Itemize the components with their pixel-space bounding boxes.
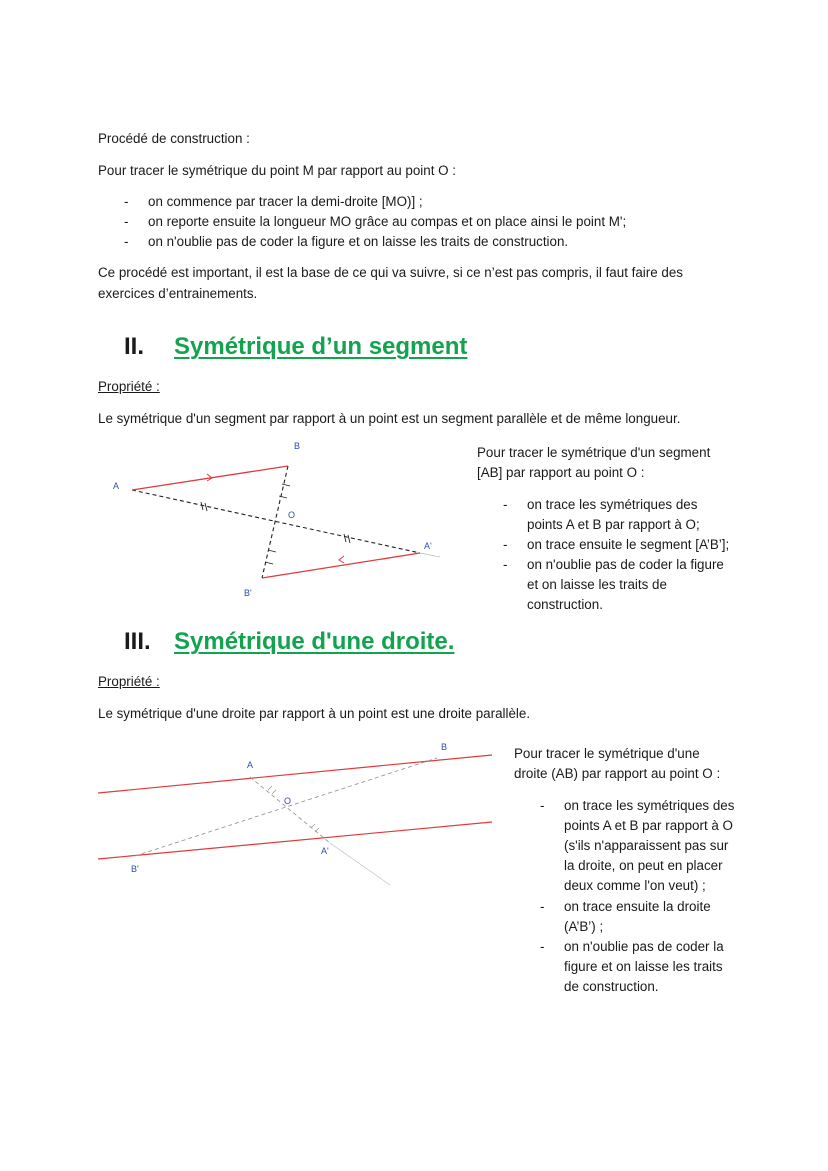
- section-3-step-1-line-3: (s'ils n'apparaissent pas sur: [564, 838, 729, 853]
- point-label-A: A: [247, 760, 254, 770]
- line-A2B2: [98, 822, 492, 859]
- section-3-step-1-line-4: la droite, on peut en placer: [564, 858, 723, 873]
- point-label-O: O: [288, 510, 296, 520]
- section-3-title: Symétrique d'une droite.: [174, 628, 455, 655]
- section-3-step-3-line-3: de construction.: [564, 979, 659, 994]
- section-2-property-label: Propriété :: [98, 379, 160, 394]
- section-3-step-2-line-1: on trace ensuite la droite: [564, 899, 711, 914]
- procedure-lead: Pour tracer le symétrique du point M par rapport au point O :: [98, 163, 457, 178]
- section-2-title: Symétrique d’un segment: [174, 333, 468, 360]
- bullet-dash: -: [503, 537, 508, 552]
- section-3-step-3-line-1: on n'oublie pas de coder la: [564, 939, 724, 954]
- section-3-heading: [124, 627, 454, 657]
- segment-extension: [420, 553, 440, 557]
- section-3-step-3-line-2: figure et on laisse les traits: [564, 959, 723, 974]
- section-3-step-2-line-2: (A’B’) ;: [564, 919, 604, 934]
- section-2-number: II.: [124, 333, 145, 360]
- point-label-A: A: [113, 481, 120, 491]
- line-AB: [98, 755, 492, 793]
- segment-A2B2: [262, 553, 420, 578]
- section-2-step-2-line-1: on trace ensuite le segment [A’B’];: [527, 537, 730, 552]
- section-2-lead-2: [AB] par rapport au point O :: [477, 465, 645, 480]
- bullet-dash: -: [124, 194, 129, 209]
- construction-line-AA2: [250, 777, 330, 843]
- bullet-dash: -: [540, 899, 545, 914]
- point-label-B-prime: B': [244, 588, 252, 598]
- procedure-step-1: on commence par tracer la demi-droite [MO)] ;: [148, 194, 423, 209]
- bullet-dash: -: [124, 234, 129, 249]
- equal-mark-AO: [201, 502, 207, 511]
- section-3-lead-1: Pour tracer le symétrique d'une: [514, 746, 700, 761]
- point-label-O: O: [284, 796, 292, 806]
- note-line-2: exercices d’entrainements.: [98, 286, 258, 301]
- procedure-step-3: on n'oublie pas de coder la figure et on laisse les traits de construction.: [148, 234, 569, 249]
- section-2-step-3-line-2: et on laisse les traits de: [527, 577, 667, 592]
- section-3-property-label: Propriété :: [98, 674, 160, 689]
- section-2-step-1-line-2: points A et B par rapport à O;: [527, 517, 700, 532]
- parallel-mark-A2B2: [339, 556, 344, 563]
- section-3-step-1-line-2: points A et B par rapport à O: [564, 818, 733, 833]
- bullet-dash: -: [540, 939, 545, 954]
- point-label-B-prime: B': [131, 864, 139, 874]
- section-3-step-1-line-1: on trace les symétriques des: [564, 798, 735, 813]
- section-2-step-1-line-1: on trace les symétriques des: [527, 497, 698, 512]
- construction-line-BB2: [262, 466, 288, 578]
- bullet-dash: -: [503, 557, 508, 572]
- section-2-lead-1: Pour tracer le symétrique d'un segment: [477, 445, 711, 460]
- line-figure: [98, 742, 492, 885]
- bullet-dash: -: [540, 798, 545, 813]
- section-3-number: III.: [124, 628, 151, 655]
- section-3-step-1-line-5: deux comme l'on veut) ;: [564, 878, 706, 893]
- section-3-property-text: Le symétrique d'une droite par rapport à un point est une droite parallèle.: [98, 706, 531, 721]
- section-2-step-3-line-1: on n'oublie pas de coder la figure: [527, 557, 724, 572]
- equal-mark-OA2: [344, 534, 350, 543]
- construction-line-AA2: [132, 490, 420, 553]
- construction-extension: [330, 843, 390, 885]
- section-3-lead-2: droite (AB) par rapport au point O :: [514, 766, 721, 781]
- point-label-B: B: [294, 441, 301, 451]
- procedure-heading: Procédé de construction :: [98, 131, 250, 146]
- point-label-B: B: [441, 742, 448, 752]
- point-label-A-prime: A': [424, 541, 432, 551]
- section-2-property-text: Le symétrique d'un segment par rapport à un point est un segment parallèle et de même longueur.: [98, 411, 681, 426]
- section-2-step-3-line-3: construction.: [527, 597, 603, 612]
- procedure-step-2: on reporte ensuite la longueur MO grâce au compas et on place ainsi le point M';: [148, 214, 627, 229]
- bullet-dash: -: [124, 214, 129, 229]
- bullet-dash: -: [503, 497, 508, 512]
- segment-AB: [132, 466, 288, 490]
- note-line-1: Ce procédé est important, il est la base de ce qui va suivre, si ce n’est pas compris, il faut faire des: [98, 265, 684, 280]
- segment-figure: [113, 441, 440, 598]
- point-label-A-prime: A': [321, 846, 329, 856]
